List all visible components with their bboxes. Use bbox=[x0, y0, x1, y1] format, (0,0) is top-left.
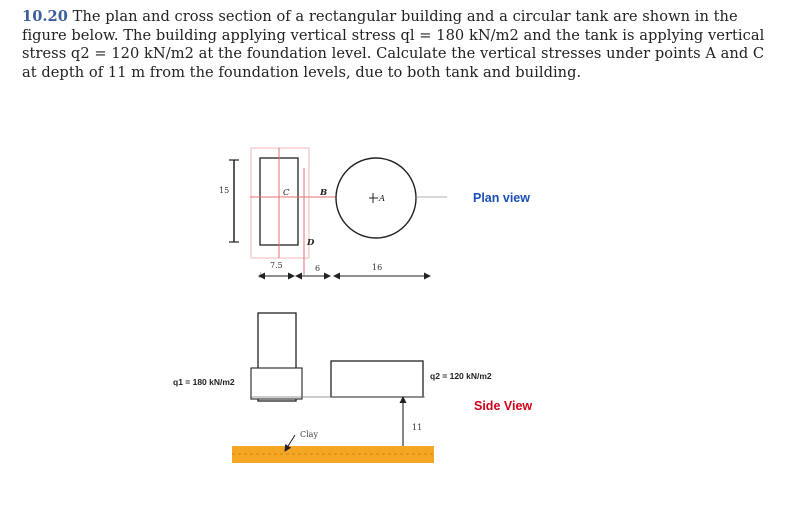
side-view-label: Side View bbox=[474, 399, 533, 413]
point-a-label: A bbox=[379, 194, 386, 204]
height-dim-label: 15 bbox=[219, 186, 230, 195]
problem-line-2: figure below. The building applying vertical stress ql = 180 kN/m2 and the tank is applying vertical bbox=[22, 26, 765, 44]
point-b-label: B bbox=[320, 188, 328, 198]
plan-view-label: Plan view bbox=[473, 191, 530, 205]
depth-label: 11 bbox=[412, 423, 423, 432]
tank-elevation bbox=[331, 361, 423, 397]
plan-view bbox=[219, 148, 530, 278]
building-foundation bbox=[251, 368, 302, 399]
q1-label: q1 = 180 kN/m2 bbox=[173, 377, 235, 387]
clay-label: Clay bbox=[300, 430, 318, 439]
problem-line-1: The plan and cross section of a rectangular building and a circular tank are shown in the bbox=[72, 8, 738, 25]
problem-line-4: at depth of 11 m from the foundation levels, due to both tank and building. bbox=[22, 63, 582, 81]
point-d-label: D bbox=[307, 238, 315, 248]
building-width-label: 7.5 bbox=[270, 261, 283, 270]
clay-layer bbox=[232, 446, 434, 463]
q2-label: q2 = 120 kN/m2 bbox=[430, 371, 492, 381]
tank-diameter-label: 16 bbox=[372, 263, 383, 272]
side-view bbox=[173, 313, 532, 463]
plan-dimensions bbox=[259, 261, 430, 278]
problem-line-3: stress q2 = 120 kN/m2 at the foundation level. Calculate the vertical stresses under points A and C bbox=[22, 45, 765, 62]
height-dimension bbox=[219, 160, 239, 242]
problem-number: 10.20 bbox=[22, 8, 68, 25]
gap-label: 6 bbox=[315, 264, 321, 273]
point-c-label: C bbox=[283, 188, 290, 198]
